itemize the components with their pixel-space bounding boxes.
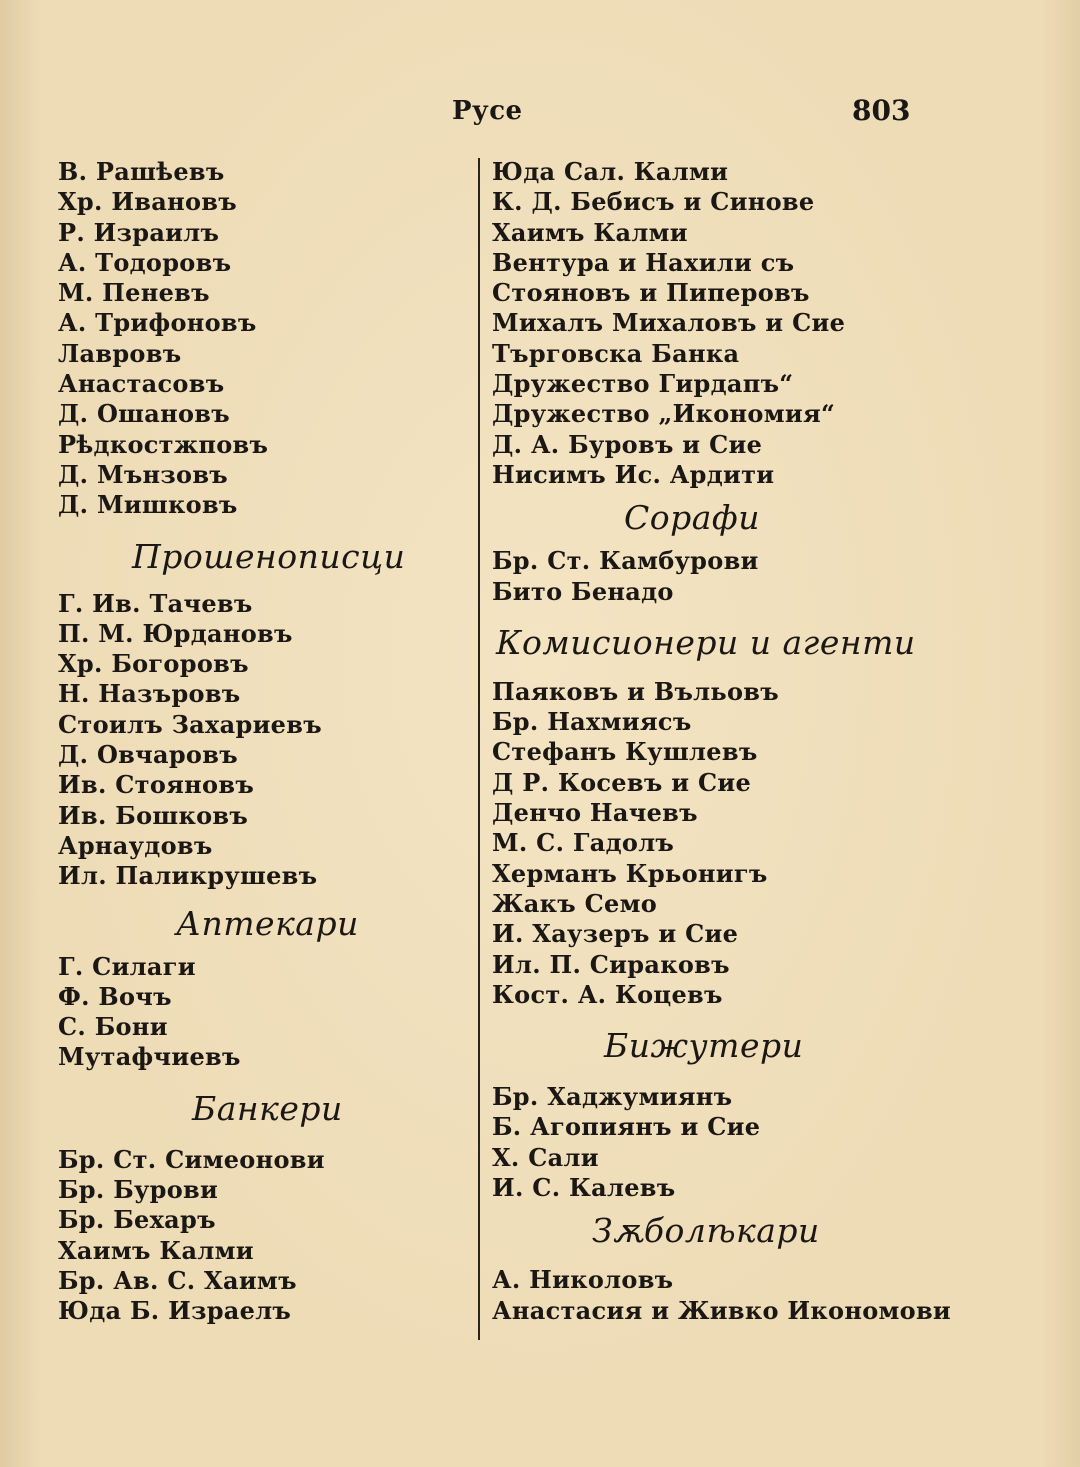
- list-item: М. С. Гадолъ: [492, 828, 675, 858]
- list-item: И. Хаузеръ и Сие: [492, 919, 739, 949]
- list-item: А. Тодоровъ: [58, 247, 232, 277]
- section-heading-bankers: Банкери: [192, 1088, 343, 1128]
- list-item: Вентура и Нахили съ: [492, 247, 795, 277]
- list-item: Михалъ Михаловъ и Сие: [492, 308, 846, 338]
- commission-agents-list: [492, 677, 1052, 1010]
- list-item: Д. Ошановъ: [58, 399, 230, 429]
- page-title: Русе: [452, 96, 523, 126]
- list-item: Стоилъ Захариевъ: [58, 709, 322, 739]
- list-item: Р. Израилъ: [58, 217, 220, 247]
- list-item: Д. Мънзовъ: [58, 459, 229, 489]
- list-item: Ил. П. Сираковъ: [492, 949, 730, 979]
- list-item: Хаимъ Калми: [58, 1235, 254, 1265]
- list-item: Жакъ Семо: [492, 888, 658, 918]
- section-heading-commission-agents: Комисионери и агенти: [496, 622, 916, 662]
- list-item: В. Рашѣевъ: [58, 157, 225, 186]
- pharmacists-list: [58, 952, 468, 1073]
- section-heading-petition-writers: Прошенописци: [132, 536, 406, 576]
- list-item: Г. Ив. Тачевъ: [58, 588, 253, 618]
- list-item: Мутафчиевъ: [58, 1042, 241, 1072]
- list-item: П. М. Юрдановъ: [58, 618, 293, 648]
- list-item: Анастасия и Живко Икономови: [492, 1295, 952, 1325]
- list-item: Стефанъ Кушлевъ: [492, 737, 758, 767]
- bankers-list: [58, 1145, 468, 1327]
- list-item: Ф. Вочъ: [58, 981, 172, 1011]
- list-item: Ил. Паликрушевъ: [58, 861, 318, 891]
- list-item: Лавровъ: [58, 338, 182, 368]
- list-item: Арнаудовъ: [58, 830, 213, 860]
- list-item: Хр. Богоровъ: [58, 649, 249, 679]
- list-item: Херманъ Крьонигъ: [492, 858, 768, 888]
- list-item: Бр. Бехаръ: [58, 1205, 216, 1235]
- section-heading-dentists: Зѫболѣкари: [592, 1211, 820, 1251]
- list-item: Д Р. Косевъ и Сие: [492, 767, 752, 797]
- list-item: Паяковъ и Въльовъ: [492, 676, 779, 706]
- list-item: И. С. Калевъ: [492, 1173, 676, 1203]
- list-item: Ив. Бошковъ: [58, 800, 249, 830]
- list-item: Рѣдкостжповъ: [58, 429, 269, 459]
- left-top-list: [58, 157, 468, 521]
- list-item: А. Трифоновъ: [58, 308, 257, 338]
- right-top-list: [492, 157, 1052, 490]
- list-item: Д. А. Буровъ и Сие: [492, 429, 763, 459]
- list-item: Х. Сали: [492, 1142, 599, 1172]
- list-item: Бр. Бурови: [58, 1175, 219, 1205]
- list-item: Бр. Ст. Камбурови: [492, 546, 759, 576]
- list-item: Юда Б. Израелъ: [58, 1296, 292, 1326]
- section-heading-jewelers: Бижутери: [604, 1026, 804, 1066]
- money-changers-list: [492, 546, 1052, 607]
- section-heading-money-changers: Сорафи: [624, 498, 760, 538]
- list-item: Бр. Хаджумиянъ: [492, 1082, 733, 1112]
- list-item: Бито Бенадо: [492, 576, 674, 606]
- list-item: Денчо Начевъ: [492, 798, 698, 828]
- list-item: А. Николовъ: [492, 1265, 674, 1295]
- right-column: [492, 157, 1052, 1326]
- list-item: С. Бони: [58, 1012, 168, 1042]
- list-item: Ив. Стояновъ: [58, 770, 255, 800]
- list-item: Стояновъ и Пиперовъ: [492, 278, 810, 308]
- list-item: К. Д. Бебисъ и Синове: [492, 187, 815, 217]
- left-column: [58, 157, 468, 1327]
- page-number: 803: [852, 94, 911, 127]
- list-item: Кост. А. Коцевъ: [492, 979, 723, 1009]
- section-heading-pharmacists: Аптекари: [176, 903, 359, 943]
- list-item: Търговска Банка: [492, 338, 740, 368]
- list-item: Бр. Нахмиясъ: [492, 707, 692, 737]
- list-item: Анастасовъ: [58, 369, 225, 399]
- list-item: Хр. Ивановъ: [58, 187, 237, 217]
- list-item: Д. Мишковъ: [58, 490, 238, 520]
- list-item: М. Пеневъ: [58, 278, 210, 308]
- jewelers-list: [492, 1082, 1052, 1203]
- dentists-list: [492, 1265, 1052, 1326]
- column-divider: [478, 158, 480, 1340]
- list-item: Хаимъ Калми: [492, 217, 688, 247]
- list-item: Дружество Гирдапъ“: [492, 369, 794, 399]
- list-item: Дружество „Икономия“: [492, 399, 836, 429]
- list-item: Нисимъ Ис. Ардити: [492, 459, 775, 489]
- list-item: Б. Агопиянъ и Сие: [492, 1112, 761, 1142]
- list-item: Юда Сал. Калми: [492, 157, 729, 186]
- list-item: Бр. Ст. Симеонови: [58, 1144, 325, 1174]
- list-item: Г. Силаги: [58, 951, 196, 981]
- list-item: Д. Овчаровъ: [58, 740, 238, 770]
- petition-writers-list: [58, 589, 468, 892]
- list-item: Н. Назъровъ: [58, 679, 241, 709]
- list-item: Бр. Ав. С. Хаимъ: [58, 1265, 297, 1295]
